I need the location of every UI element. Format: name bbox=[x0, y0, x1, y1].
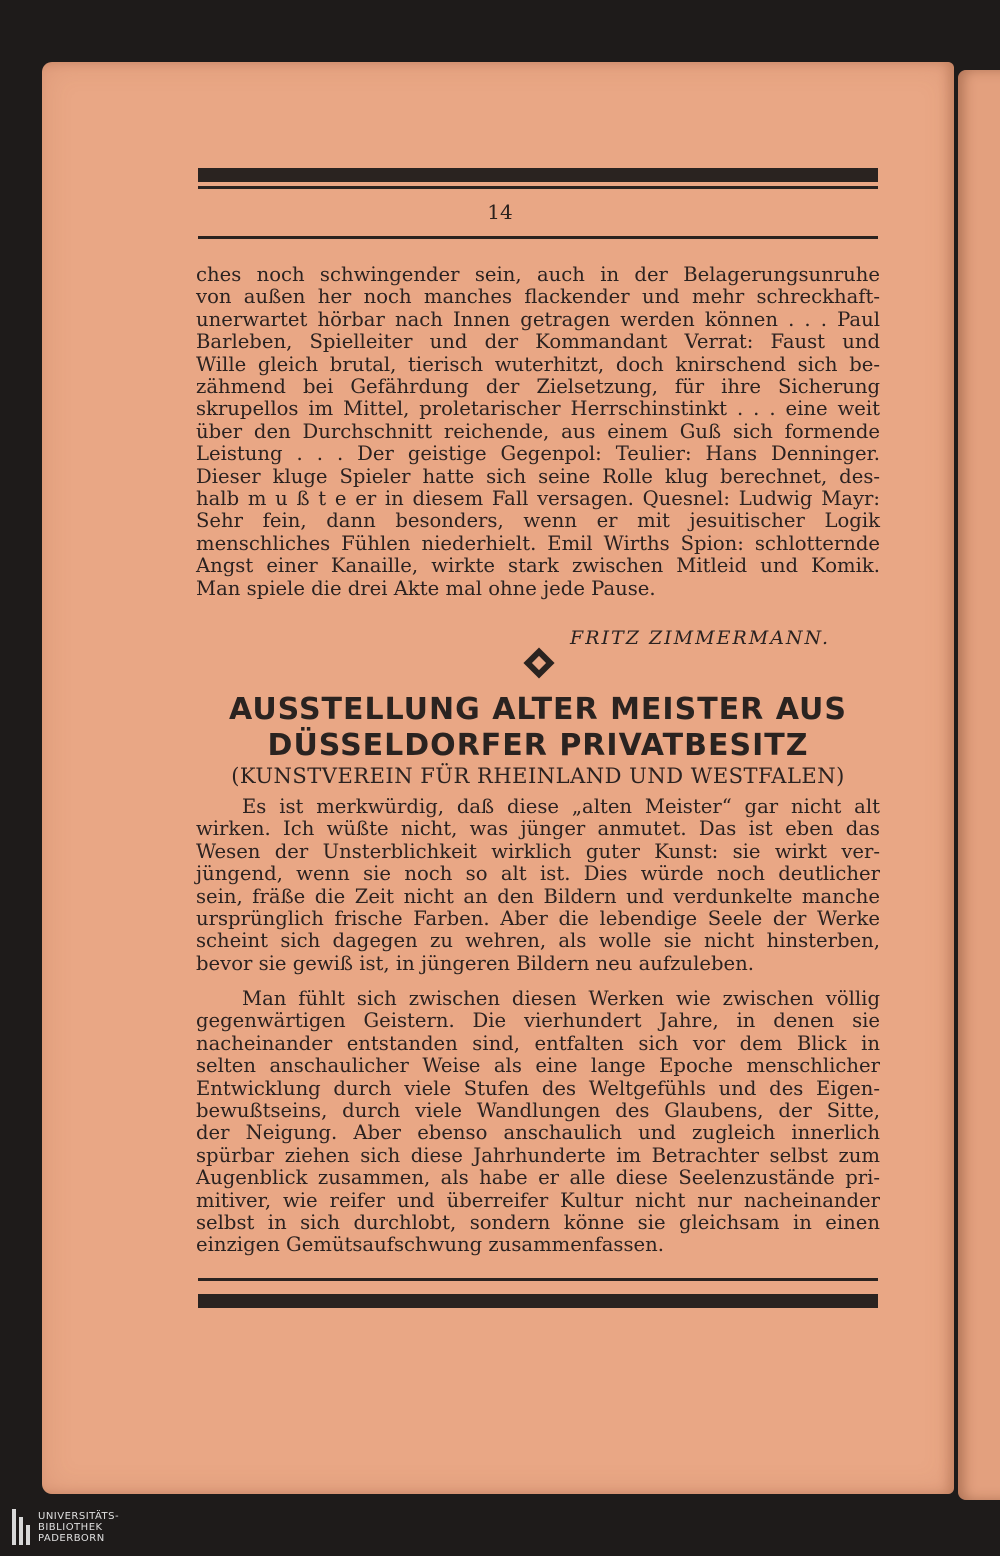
text-line: über den Durchschnitt reichende, aus einem Guß sich formende bbox=[196, 419, 880, 443]
text-line: der Neigung. Aber ebenso anschaulich und zugleich innerlich bbox=[196, 1121, 880, 1145]
text-line: Angst einer Kanaille, wirkte stark zwischen Mitleid und Komik. bbox=[196, 554, 880, 578]
footer-rule-thick bbox=[198, 1294, 878, 1308]
text-line: selten anschaulicher Weise als eine lange Epoche menschlicher bbox=[196, 1054, 880, 1078]
text-line: Leistung . . . Der geistige Gegenpol: Teulier: Hans Denninger. bbox=[196, 442, 880, 466]
text-line: unerwartet hörbar nach Innen getragen werden können . . . Paul bbox=[196, 307, 880, 331]
logo-line: UNIVERSITÄTS- bbox=[38, 1510, 120, 1522]
article-headline-line-2: DÜSSELDORFER PRIVATBESITZ bbox=[267, 728, 809, 763]
text-line: halb m u ß t e er in diesem Fall versagen. Quesnel: Ludwig Mayr: bbox=[196, 487, 880, 511]
text-line: spürbar ziehen sich diese Jahrhunderte im Betrachter selbst zum bbox=[196, 1143, 880, 1167]
library-logo bbox=[12, 1508, 119, 1546]
logo-line: BIBLIOTHEK bbox=[38, 1521, 103, 1533]
article-subheadline: (KUNSTVEREIN FÜR RHEINLAND UND WESTFALEN) bbox=[231, 764, 845, 788]
text-line: einzigen Gemütsaufschwung zusammenfassen. bbox=[196, 1233, 664, 1257]
text-line: ches noch schwingender sein, auch in der Belagerungsunruhe bbox=[196, 263, 880, 286]
header-rule-lower bbox=[198, 236, 878, 239]
text-line: nacheinander entstanden sind, entfalten sich vor dem Blick in bbox=[196, 1031, 880, 1055]
library-logo-text bbox=[38, 1511, 119, 1544]
page-number: 14 bbox=[487, 200, 513, 224]
text-line: von außen her noch manches flackender und mehr schreckhaft- bbox=[196, 285, 880, 309]
text-line: menschliches Fühlen niederhielt. Emil Wirths Spion: schlotternde bbox=[196, 531, 880, 555]
text-line: Dieser kluge Spieler hatte sich seine Rolle klug berechnet, des- bbox=[196, 464, 880, 488]
footer-rule-thin bbox=[198, 1278, 878, 1281]
author-signature: FRITZ ZIMMERMANN. bbox=[570, 627, 830, 649]
logo-line: PADERBORN bbox=[38, 1532, 105, 1544]
next-page-edge bbox=[958, 70, 1000, 1500]
text-line: Barleben, Spielleiter und der Kommandant Verrat: Faust und bbox=[196, 330, 880, 354]
text-line: wirken. Ich wüßte nicht, was jünger anmutet. Das ist eben das bbox=[196, 817, 880, 841]
text-line: jüngend, wenn sie noch so alt ist. Dies würde noch deutlicher bbox=[196, 862, 880, 886]
text-line: Augenblick zusammen, als habe er alle diese Seelenzustände pri- bbox=[196, 1166, 880, 1190]
text-line: Es ist merkwürdig, daß diese „alten Meister“ gar nicht alt bbox=[242, 795, 880, 818]
text-line: Wesen der Unsterblichkeit wirklich guter Kunst: sie wirkt ver- bbox=[196, 839, 880, 863]
header-rule-thick bbox=[198, 168, 878, 182]
text-line: sein, fräße die Zeit nicht an den Bildern und verdunkelte manche bbox=[196, 884, 880, 908]
text-line: Entwicklung durch viele Stufen des Weltgefühls und des Eigen- bbox=[196, 1076, 880, 1100]
text-line: mitiver, wie reifer und überreifer Kultur nicht nur nacheinander bbox=[196, 1188, 880, 1212]
article-headline-line-1: AUSSTELLUNG ALTER MEISTER AUS bbox=[229, 692, 847, 727]
paragraph-review-continuation bbox=[196, 264, 880, 600]
paragraph-exhibition-2 bbox=[196, 988, 880, 1257]
text-line: Wille gleich brutal, tierisch wuterhitzt, doch knirschend sich be- bbox=[196, 352, 880, 376]
text-line: Man fühlt sich zwischen diesen Werken wie zwischen völlig bbox=[242, 987, 880, 1010]
text-line: Man spiele die drei Akte mal ohne jede Pause. bbox=[196, 576, 656, 600]
text-line: ursprünglich frische Farben. Aber die lebendige Seele der Werke bbox=[196, 907, 880, 931]
text-line: gegenwärtigen Geistern. Die vierhundert Jahre, in denen sie bbox=[196, 1009, 880, 1033]
text-line: bevor sie gewiß ist, in jüngeren Bildern neu aufzuleben. bbox=[196, 951, 754, 975]
text-line: selbst in sich durchlobt, sondern könne sie gleichsam in einen bbox=[196, 1211, 880, 1235]
text-line: zähmend bei Gefährdung der Zielsetzung, für ihre Sicherung bbox=[196, 375, 880, 399]
text-line: skrupellos im Mittel, proletarischer Herrschinstinkt . . . eine weit bbox=[196, 397, 880, 421]
library-logo-mark-icon bbox=[12, 1509, 30, 1545]
text-line: bewußtseins, durch viele Wandlungen des Glaubens, der Sitte, bbox=[196, 1099, 880, 1123]
header-rule-thin bbox=[198, 186, 878, 189]
text-line: Sehr fein, dann besonders, wenn er mit jesuitischer Logik bbox=[196, 509, 880, 533]
text-line: scheint sich dagegen zu wehren, als wolle sie nicht hinsterben, bbox=[196, 929, 880, 953]
paragraph-exhibition-1 bbox=[196, 796, 880, 975]
